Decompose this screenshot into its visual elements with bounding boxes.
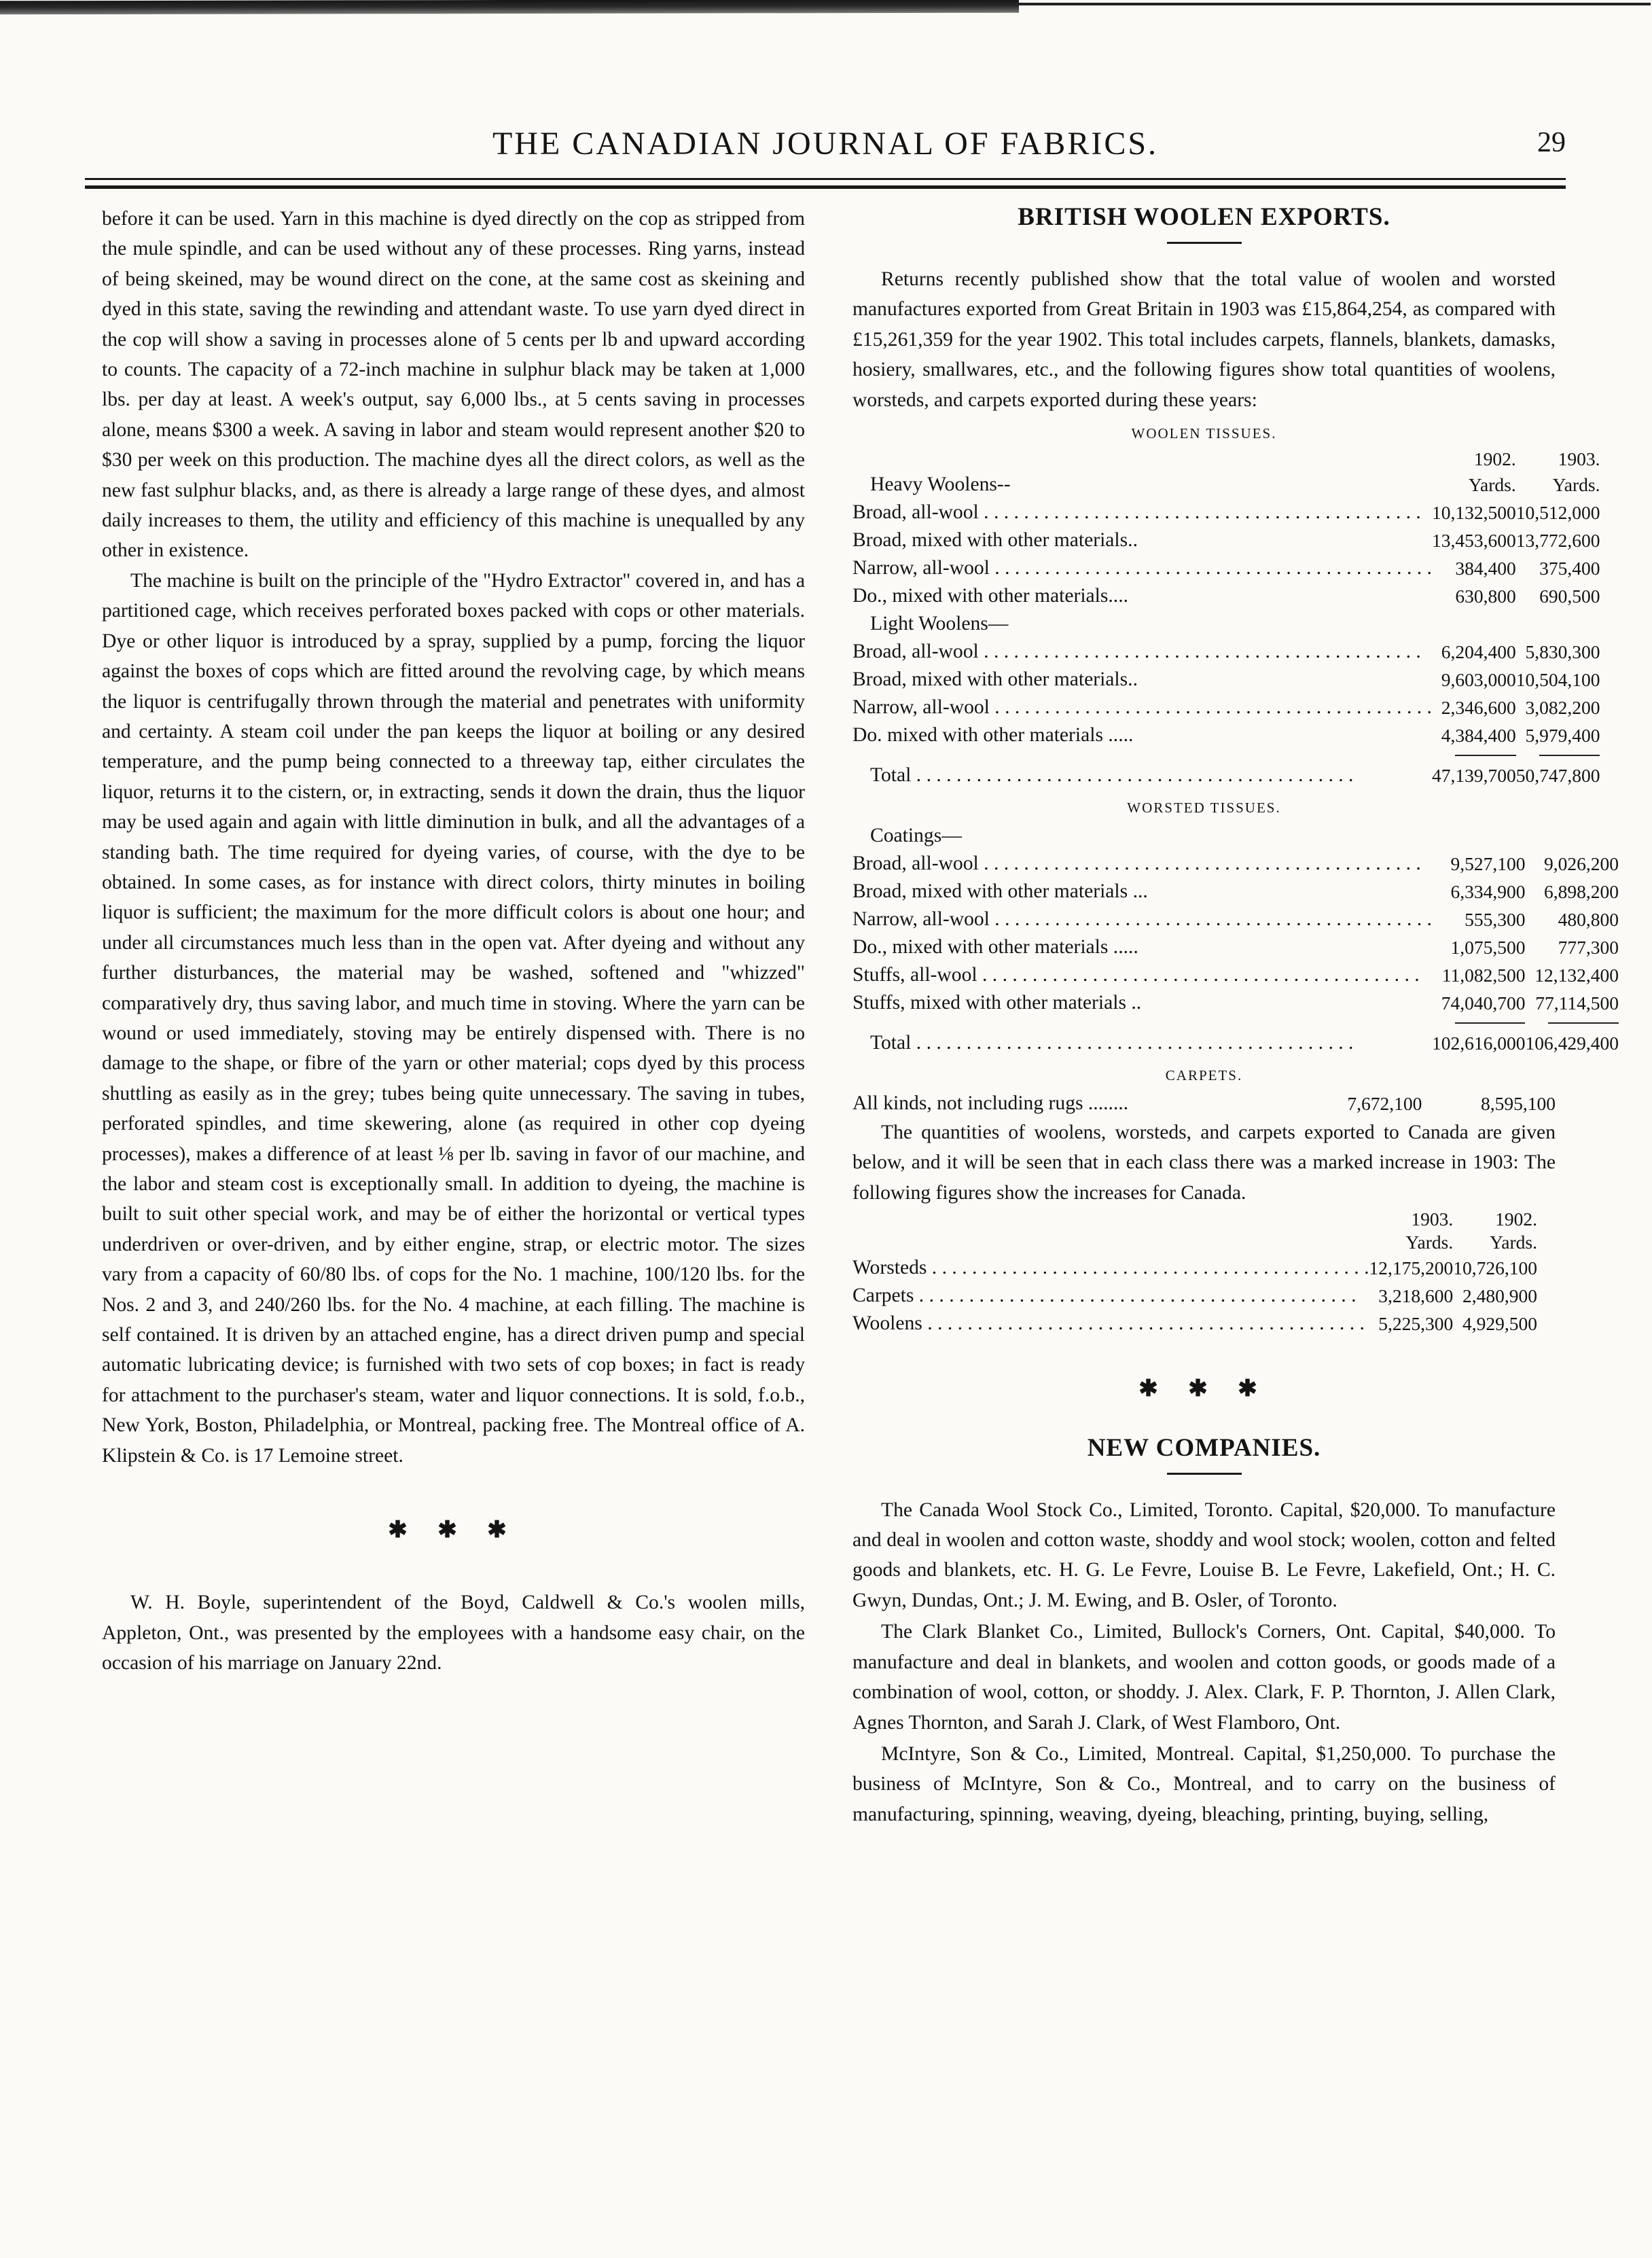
value-1903: 9,026,200 <box>1543 853 1619 875</box>
right-column <box>852 201 1619 2205</box>
worsted-tissues-table <box>852 822 1619 1057</box>
total-1903: 106,429,400 <box>1525 1033 1619 1054</box>
year-header: 1902. <box>1473 448 1516 470</box>
unit-header: Yards. <box>1405 1232 1454 1253</box>
value-1903: 690,500 <box>1539 586 1600 607</box>
value-1902: 6,204,400 <box>1441 641 1516 663</box>
value-1902: 384,400 <box>1455 558 1516 579</box>
group-label: Light Woolens— <box>870 613 1009 635</box>
value-1902: 11,082,500 <box>1441 965 1526 986</box>
table-row <box>852 1254 1537 1282</box>
company-entry: McIntyre, Son & Co., Limited, Montreal. Capital, $1,250,000. To purchase the business of McIntyre, Son & Co., Montreal, and to carry on the business of manufacturing, spinning, weaving, dyeing, bleaching, printing, buying, selling, <box>852 1742 1556 1825</box>
header-rule-thin <box>85 178 1566 180</box>
company-entry: The Clark Blanket Co., Limited, Bullock's Corners, Ont. Capital, $40,000. To manufacture and deal in blankets, and woolen and cotton goods, or goods made of a combination of wool, cotton, or shoddy. J. Alex. Clark, F. P. Thornton, J. Allen Clark, Agnes Thornton, and Sarah J. Clark, of West Flamboro, Ont. <box>852 1621 1556 1734</box>
value-1902: 9,603,000 <box>1441 669 1516 691</box>
group-label: Coatings— <box>870 825 962 847</box>
table-row <box>852 961 1619 989</box>
value-1902: 4,384,400 <box>1441 725 1516 747</box>
table-row <box>852 694 1600 721</box>
article-paragraph: before it can be used. Yarn in this machine is dyed directly on the cop as stripped from the mule spindle, and can be used without any of these processes. Ring yarns, instead of being skeined, may be wound direct on the cone, at the same cost as skeining and dyed in this state, saving the rewinding and attendant waste. To use yarn dyed direct in the cop will show a saving in processes alone of 5 cents per lb and upward according to counts. The capacity of a 72-inch machine in sulphur black may be taken at 1,000 lbs. per day at least. A week's output, say 6,000 lbs., at 5 cents saving in processes alone, means $300 a week. A saving in labor and steam would represent another $20 to $30 per week on this production. The machine dyes all the direct colors, as well as the new fast sulphur blacks, and, as there is already a large range of these dyes, and almost daily increases to them, the utility and efficiency of this machine is unequalled by any other in existence. <box>102 208 805 562</box>
year-header: 1903. <box>1558 448 1600 470</box>
value-1903: 3,218,600 <box>1378 1285 1454 1307</box>
header-rule-thick <box>85 185 1566 189</box>
total-1902: 47,139,700 <box>1431 765 1516 787</box>
exports-intro: Returns recently published show that the total value of woolen and worsted manufactures exported from Great Britain in 1903 was £15,864,254, as compared with £15,261,359 for the year 1902. This total includes carpets, flannels, blankets, damasks, hosiery, smallwares, etc., and the following figures show total quantities of woolens, worsteds, and carpets exported during these years: <box>852 268 1556 411</box>
value-1902: 1,075,500 <box>1450 937 1526 958</box>
table-row <box>852 582 1600 610</box>
woolen-tissues-table <box>852 448 1600 789</box>
row-label: Do., mixed with other materials ..... <box>852 936 1138 958</box>
value-1902: 7,672,100 <box>1347 1093 1422 1115</box>
value-1903: 77,114,500 <box>1535 992 1619 1014</box>
year-header: 1902. <box>1495 1208 1537 1230</box>
value-1903: 5,979,400 <box>1525 725 1600 747</box>
value-1902: 4,929,500 <box>1462 1313 1537 1335</box>
value-1902: 555,300 <box>1465 909 1526 931</box>
value-1903: 480,800 <box>1558 909 1619 931</box>
value-1903: 10,512,000 <box>1515 502 1600 524</box>
value-1902: 2,480,900 <box>1462 1285 1537 1307</box>
table-row <box>852 721 1600 749</box>
boyle-news-item: W. H. Boyle, superintendent of the Boyd, Caldwell & Co.'s woolen mills, Appleton, Ont., was presented by the employees with a handsome easy chair, on the occasion of his marriage on January 22nd. <box>102 1592 805 1674</box>
unit-header: Yards. <box>1552 474 1600 496</box>
canada-intro: The quantities of woolens, worsteds, and carpets exported to Canada are given below, and it will be seen that in each class there was a marked increase in 1903: The following figures show the increases for Canada. <box>852 1122 1556 1204</box>
worsted-tissues-subhead: WORSTED TISSUES. <box>1127 800 1281 817</box>
row-label: Woolens <box>852 1312 922 1335</box>
left-column <box>102 204 805 2208</box>
row-label: Narrow, all-wool <box>852 908 990 931</box>
value-1903: 10,504,100 <box>1515 669 1600 691</box>
table-row <box>852 554 1600 582</box>
row-label: Broad, mixed with other materials.. <box>852 529 1138 552</box>
woolen-tissues-subhead: WOOLEN TISSUES. <box>1131 425 1277 442</box>
table-row <box>852 850 1619 878</box>
row-label: Stuffs, mixed with other materials .. <box>852 992 1142 1014</box>
total-1902: 102,616,000 <box>1431 1033 1526 1054</box>
value-1902: 13,453,600 <box>1431 530 1516 552</box>
section-separator: ✱ ✱ ✱ <box>1138 1376 1270 1402</box>
row-label: All kinds, not including rugs ........ <box>852 1092 1129 1115</box>
table-row <box>852 1282 1537 1310</box>
year-header: 1903. <box>1411 1208 1454 1230</box>
carpets-table <box>852 1090 1556 1117</box>
value-1903: 6,898,200 <box>1543 881 1619 903</box>
value-1902: 6,334,900 <box>1450 881 1526 903</box>
value-1902: 9,527,100 <box>1450 853 1526 875</box>
value-1903: 12,175,200 <box>1369 1257 1454 1279</box>
journal-title: THE CANADIAN JOURNAL OF FABRICS. <box>492 126 1159 162</box>
value-1902: 74,040,700 <box>1441 992 1526 1014</box>
row-label: Do. mixed with other materials ..... <box>852 724 1134 747</box>
total-label: Total <box>870 1032 912 1054</box>
canada-table <box>852 1208 1537 1338</box>
table-row <box>852 1310 1537 1338</box>
row-label: Narrow, all-wool <box>852 696 990 719</box>
new-companies-heading: NEW COMPANIES. <box>1087 1433 1321 1462</box>
table-row <box>852 906 1619 933</box>
value-1903: 777,300 <box>1558 937 1619 958</box>
row-label: Broad, all-wool <box>852 853 979 875</box>
value-1902: 10,726,100 <box>1453 1257 1537 1279</box>
heading-rule <box>1167 242 1242 244</box>
scan-edge-line <box>1019 3 1651 5</box>
value-1903: 12,132,400 <box>1534 965 1619 986</box>
row-label: Narrow, all-wool <box>852 557 990 579</box>
row-label: Worsteds <box>852 1257 927 1279</box>
value-1903: 13,772,600 <box>1515 530 1600 552</box>
value-1902: 2,346,600 <box>1441 697 1516 719</box>
company-entry: The Canada Wool Stock Co., Limited, Toronto. Capital, $20,000. To manufacture and deal in woolen and cotton waste, shoddy and wool stock; woolen, cotton and felted goods and blankets, etc. H. G. Le Fevre, Louise B. Le Fevre, Lakefield, Ont.; H. C. Gwyn, Dundas, Ont.; J. M. Ewing, and B. Osler, of Toronto. <box>852 1499 1556 1611</box>
row-label: Broad, all-wool <box>852 641 979 663</box>
row-label: Do., mixed with other materials.... <box>852 585 1129 607</box>
row-label: Stuffs, all-wool <box>852 964 977 986</box>
unit-header: Yards. <box>1490 1232 1537 1253</box>
total-1903: 50,747,800 <box>1515 765 1600 787</box>
running-head <box>85 121 1566 174</box>
value-1902: 10,132,500 <box>1431 502 1516 524</box>
value-1902: 630,800 <box>1455 586 1516 607</box>
value-1903: 5,225,300 <box>1378 1313 1454 1335</box>
table-row <box>852 1090 1556 1117</box>
value-1903: 375,400 <box>1539 558 1600 579</box>
british-exports-heading: BRITISH WOOLEN EXPORTS. <box>1018 203 1390 231</box>
table-row <box>852 666 1600 694</box>
total-row <box>852 757 1600 789</box>
article-paragraph: The machine is built on the principle of the "Hydro Extractor" covered in, and has a partitioned cage, which receives perforated boxes packed with cops or other materials. Dye or other liquor is introduced by a spray, supplied by a pump, forcing the liquor against the boxes of cops which are fitted around the revolving cage, by which means the liquor is centrifugally thrown through the material and penetrates with uniformity and certainty. A steam coil under the pan keeps the liquor at boiling or any desired temperature, and the pump being connected to a threeway tap, either circulates the liquor, returns it to the cistern, or, in extracting, sends it down the drain, thus the liquor may be used again and again with little diminution in bulk, and all the advantages of a standing bath. The time required for dyeing varies, of course, with the dye to be obtained. In some cases, as for instance with direct colors, thirty minutes in boiling liquor is sufficient; the maximum for the more difficult colors is about one hour; and under all circumstances much less than in the open vat. After dyeing and without any further disturbances, the material may be washed, softened and "whizzed" comparatively dry, thus saving labor, and much time in stoving. Where the yarn can be wound or used immediately, stoving may be entirely dispensed with. There is no damage to the shape, or fibre of the yarn or other material; cops dyed by this process shuttling as easily as in the grey; tubes being quite unnecessary. The saving in tubes, perforated spindles, and time skewering, alone (as required in other cop dyeing processes), makes a difference of at least ⅛ per lb. saving in favor of our machine, and the labor and steam cost is exceptionally small. In addition to dyeing, the machine is built to suit other special work, and may be of either the horizontal or vertical types underdriven or over-driven, and by either engine, strap, or electric motor. The sizes vary from a capacity of 60/80 lbs. of cops for the No. 1 machine, 100/120 lbs. for the Nos. 2 and 3, and 240/260 lbs. for the No. 4 machine, at each filling. The machine is self contained. It is driven by an attached engine, has a direct driven pump and special automatic lubricating device; is furnished with two sets of cop boxes; in fact is ready for attachment to the purchaser's steam, water and liquor connections. It is sold, f.o.b., New York, Boston, Philadelphia, or Montreal, packing free. The Montreal office of A. Klipstein & Co. is 17 Lemoine street. <box>102 569 805 1467</box>
row-label: Carpets <box>852 1285 914 1307</box>
table-row <box>852 526 1600 554</box>
row-label: Broad, mixed with other materials ... <box>852 880 1148 903</box>
total-label: Total <box>870 764 912 787</box>
value-1903: 3,082,200 <box>1525 697 1600 719</box>
value-1903: 5,830,300 <box>1525 641 1600 663</box>
total-row <box>852 1025 1619 1057</box>
row-label: Broad, mixed with other materials.. <box>852 668 1138 691</box>
carpets-subhead: CARPETS. <box>1165 1067 1243 1084</box>
row-label: Broad, all-wool <box>852 501 979 524</box>
unit-header: Yards. <box>1468 474 1516 496</box>
heading-rule <box>1167 1473 1242 1475</box>
table-row <box>852 933 1619 961</box>
section-separator: ✱ ✱ ✱ <box>388 1518 519 1543</box>
table-row <box>852 989 1619 1017</box>
table-row <box>852 878 1619 906</box>
page-number: 29 <box>1537 127 1566 158</box>
scan-edge-shadow <box>0 0 1019 14</box>
table-row <box>852 499 1600 526</box>
value-1903: 8,595,100 <box>1481 1093 1556 1115</box>
group-label: Heavy Woolens-- <box>870 473 1011 496</box>
table-row <box>852 638 1600 666</box>
